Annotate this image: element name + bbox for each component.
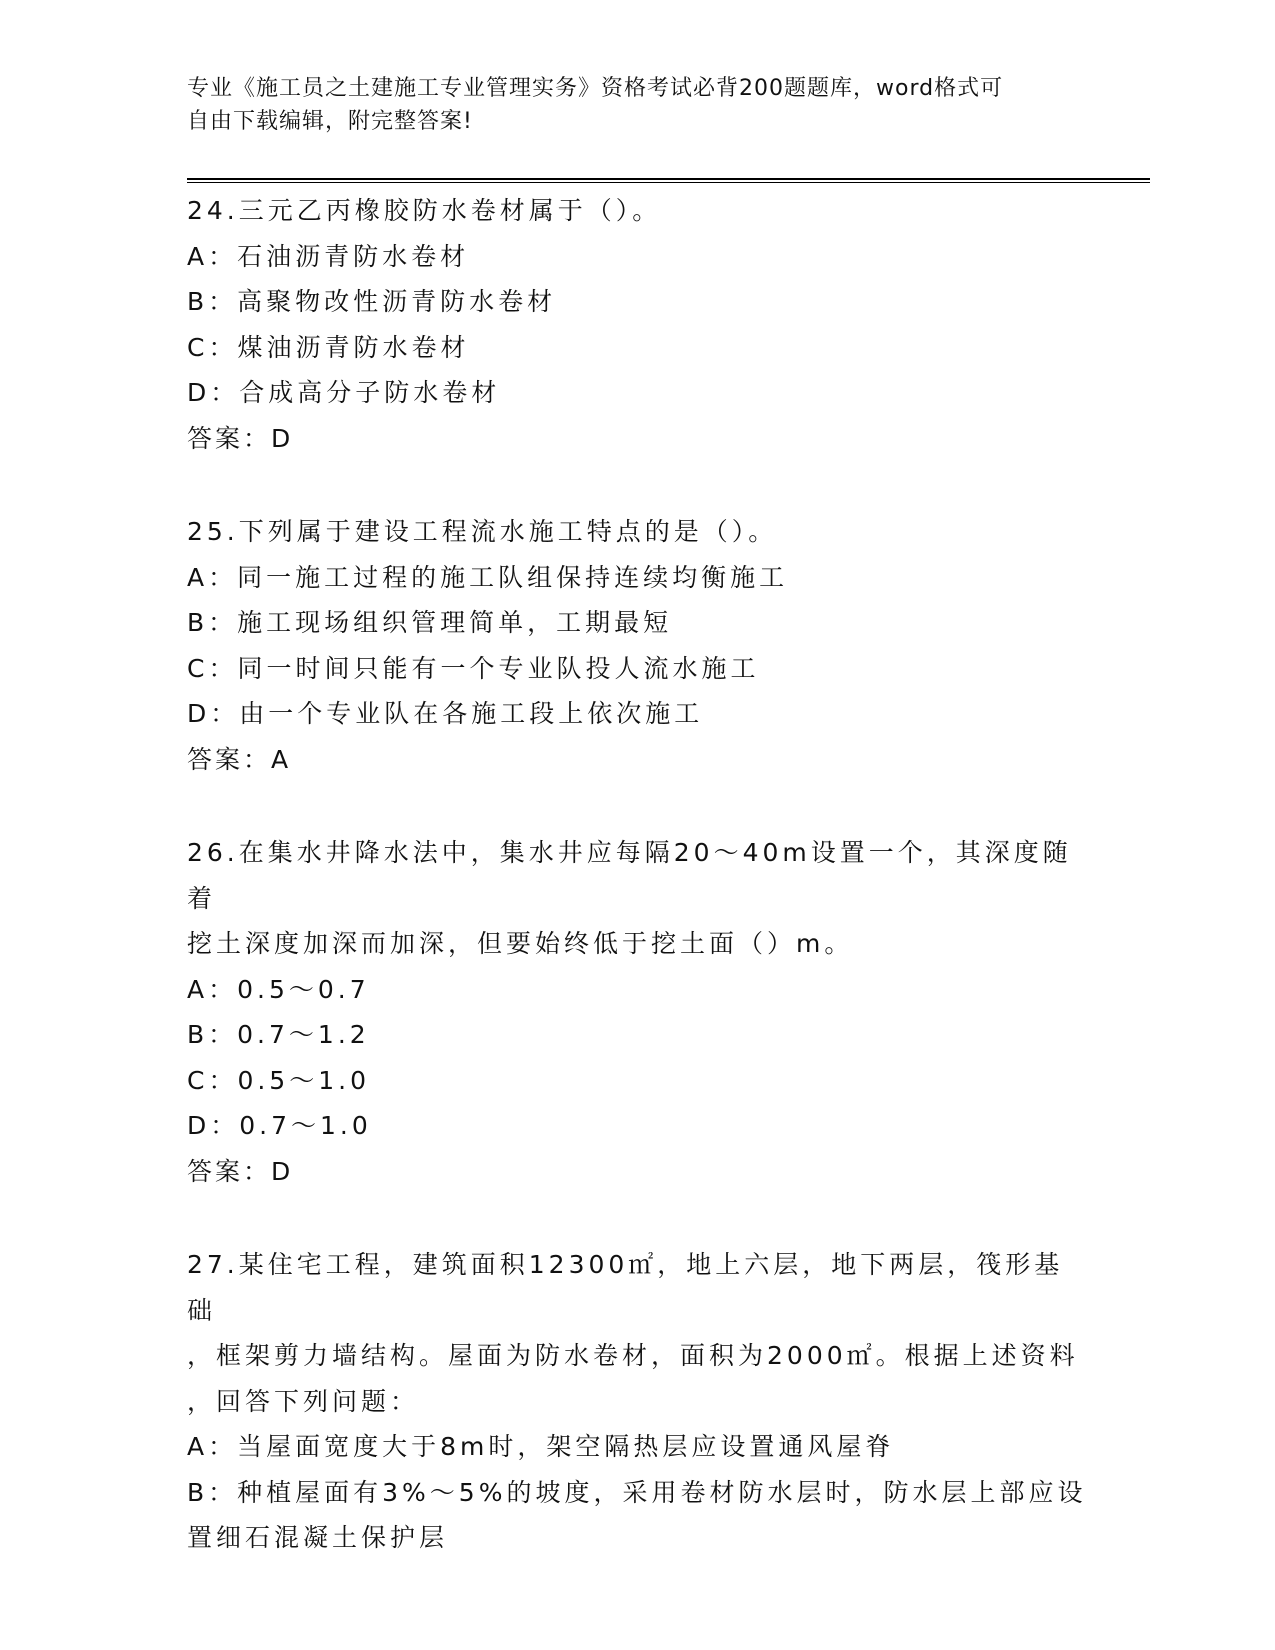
question-stem-line-1: 27.某住宅工程，建筑面积12300㎡，地上六层，地下两层，筏形基础 bbox=[187, 1250, 1064, 1325]
question-27 bbox=[187, 1242, 1087, 1561]
answer: 答案：A bbox=[187, 744, 292, 774]
question-stem-line-1: 26.在集水井降水法中，集水井应每隔20～40m设置一个，其深度随着 bbox=[187, 838, 1072, 913]
option-d: D：由一个专业队在各施工段上依次施工 bbox=[187, 699, 704, 728]
option-a: A：石油沥青防水卷材 bbox=[187, 241, 470, 271]
header-line-2: 自由下载编辑，附完整答案! bbox=[187, 109, 473, 134]
option-b: B：施工现场组织管理简单，工期最短 bbox=[187, 608, 673, 637]
question-stem: 25.下列属于建设工程流水施工特点的是（）。 bbox=[187, 517, 778, 546]
option-c: C：煤油沥青防水卷材 bbox=[187, 332, 470, 362]
option-c: C：0.5～1.0 bbox=[187, 1065, 370, 1095]
option-a: A：当屋面宽度大于8m时，架空隔热层应设置通风屋脊 bbox=[187, 1432, 895, 1461]
option-b-line-2: 置细石混凝土保护层 bbox=[187, 1523, 449, 1552]
question-stem-line-2: 挖土深度加深而加深，但要始终低于挖土面（）m。 bbox=[187, 929, 854, 958]
header-line-1: 专业《施工员之土建施工专业管理实务》资格考试必背200题题库，word格式可 bbox=[187, 76, 1004, 101]
question-25 bbox=[187, 509, 1087, 782]
question-list bbox=[187, 188, 1087, 1609]
question-stem: 24.三元乙丙橡胶防水卷材属于（）。 bbox=[187, 196, 662, 225]
option-d: D：合成高分子防水卷材 bbox=[187, 378, 501, 407]
option-c: C：同一时间只能有一个专业队投人流水施工 bbox=[187, 653, 760, 683]
question-24 bbox=[187, 188, 1087, 461]
question-26 bbox=[187, 830, 1087, 1194]
option-b-line-1: B：种植屋面有3%～5%的坡度，采用卷材防水层时，防水层上部应设 bbox=[187, 1477, 1087, 1507]
header-divider bbox=[187, 178, 1150, 183]
option-b: B：高聚物改性沥青防水卷材 bbox=[187, 287, 557, 316]
option-a: A：0.5～0.7 bbox=[187, 974, 370, 1004]
answer: 答案：D bbox=[187, 1156, 294, 1186]
question-stem-line-2: ，框架剪力墙结构。屋面为防水卷材，面积为2000㎡。根据上述资料 bbox=[187, 1341, 1079, 1370]
option-b: B：0.7～1.2 bbox=[187, 1020, 370, 1049]
option-a: A：同一施工过程的施工队组保持连续均衡施工 bbox=[187, 562, 789, 592]
answer: 答案：D bbox=[187, 423, 294, 453]
document-header bbox=[187, 72, 1067, 138]
option-d: D：0.7～1.0 bbox=[187, 1111, 372, 1140]
question-stem-line-3: ，回答下列问题： bbox=[187, 1386, 420, 1416]
